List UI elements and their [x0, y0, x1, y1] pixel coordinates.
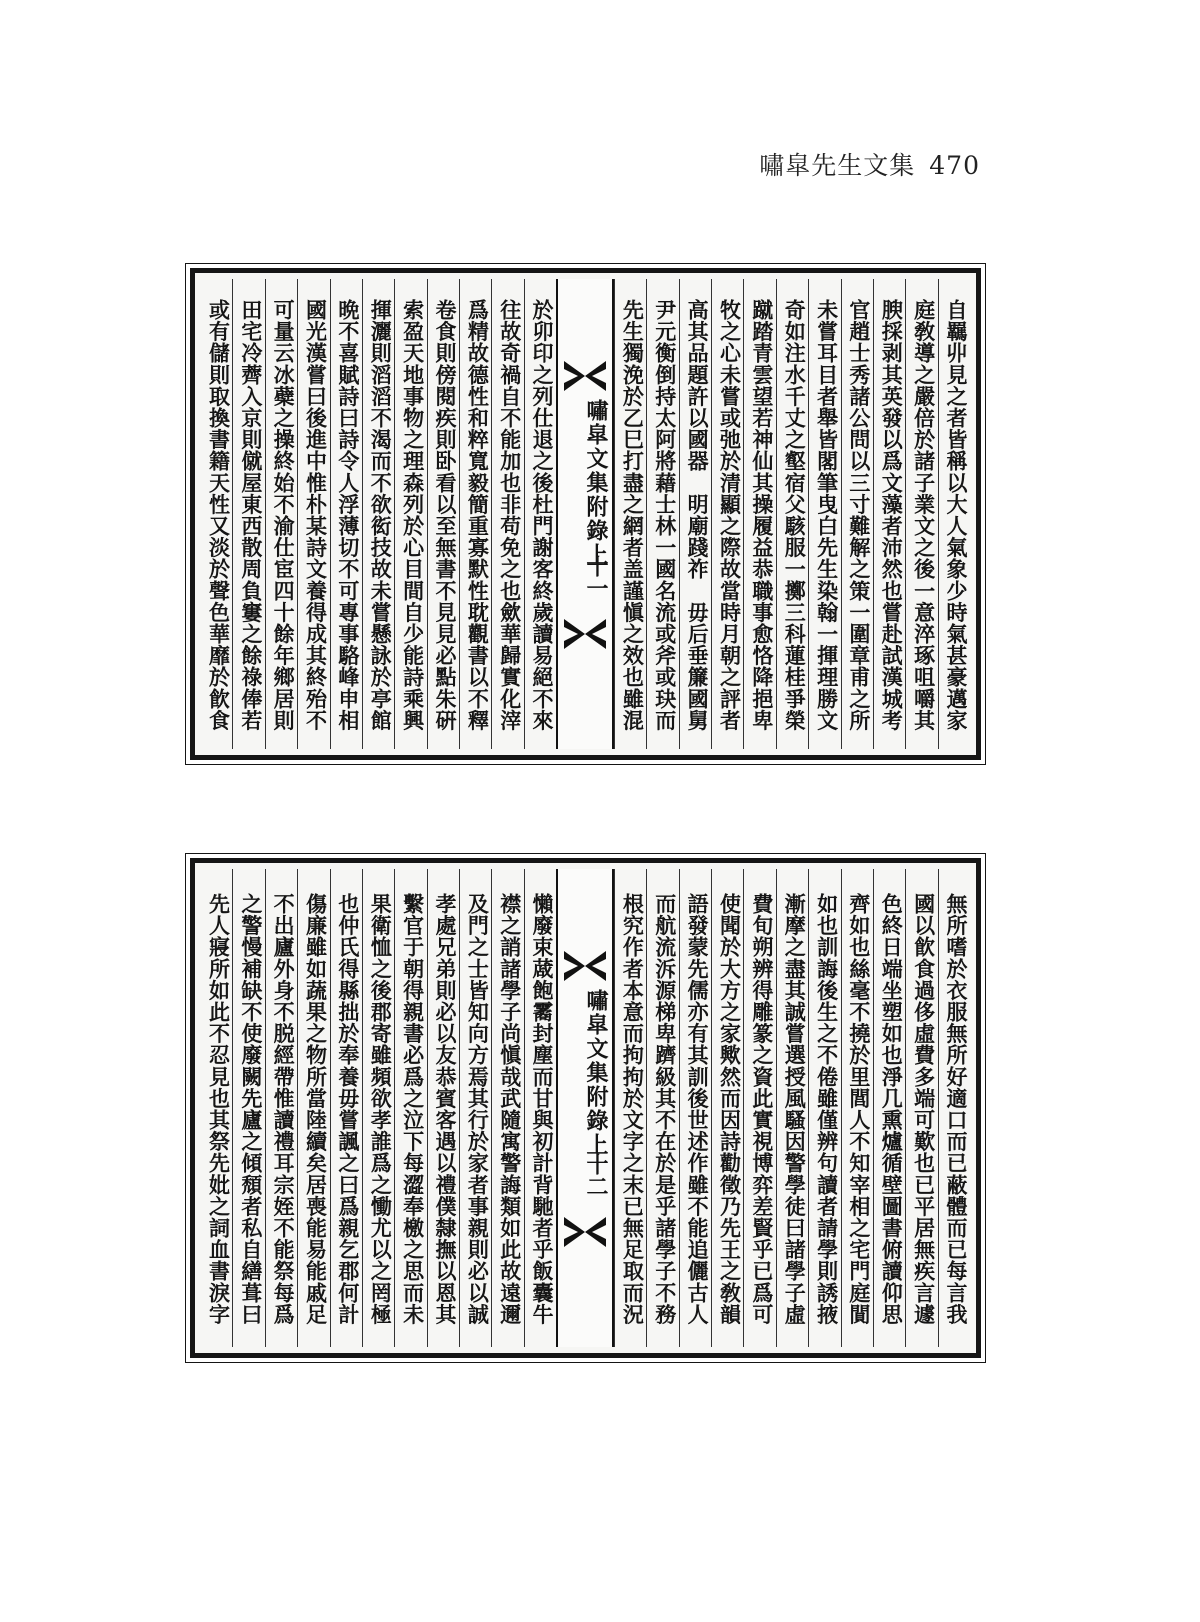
fish-tail-ornament-icon: [562, 615, 608, 653]
text-column: 不出廬外身不脱經帶惟讀禮耳宗姪不能祭每爲: [265, 869, 297, 1347]
text-column: 或有儲則取換書籍天性又淡於聲色華靡於飮食: [206, 299, 232, 731]
banxin-title: 嘯皐文集附錄上: [583, 399, 610, 567]
banxin-title: 嘯皐文集附錄上: [583, 989, 610, 1157]
text-column: 田宅冷薺入京則僦屋東西散周負窶之餘祿俸若: [232, 279, 264, 749]
woodblock-leaf-2: [190, 858, 981, 1358]
text-column: 孝處兄弟則必以友恭賓客遇以禮僕隸撫以恩其: [427, 869, 459, 1347]
text-column: 繫官于朝得親書必爲之泣下每澀奉檄之思而未: [394, 869, 426, 1347]
text-column: 往故奇禍自不能加也非苟免之也歛華歸實化滓: [491, 279, 523, 749]
text-column: 也仲氏得縣拙於奉養毋嘗諷之曰爲親乞郡何計: [330, 869, 362, 1347]
book-title: 嘯皐先生文集: [759, 151, 916, 180]
center-fold-banxin: [556, 869, 614, 1347]
text-column: 可量云冰蘗之操終始不渝仕宦四十餘年鄉居則: [265, 279, 297, 749]
text-column: 如也訓誨後生之不倦雖僅辨句讀者請學則誘掖: [808, 869, 840, 1347]
center-fold-banxin: [556, 279, 614, 749]
text-column: 腴採剥其英發以爲文藻者沛然也嘗赴試漢城考: [873, 279, 905, 749]
text-column: 未嘗耳目者舉皆閣筆曳白先生染翰一揮理勝文: [808, 279, 840, 749]
text-column: 先人寢所如此不忍見也其祭先妣之詞血書淚字: [206, 893, 232, 1325]
text-column: 及門之士皆知向方焉其行於家者事親則必以誠: [459, 869, 491, 1347]
text-column: 漸摩之盡其誠嘗選授風騷因警學徒曰諸學子虛: [776, 869, 808, 1347]
text-column: 尹元衡倒持太阿將藉士林一國名流或斧或玦而: [646, 279, 678, 749]
text-column: 晩不喜賦詩曰詩令人浮薄切不可專事駱峰申相: [330, 279, 362, 749]
leaf-number: 十一: [583, 555, 610, 599]
text-column: 奇如注水千丈之壑宿父駭服一擲三科蓮桂爭榮: [776, 279, 808, 749]
text-column: 官趙士秀諸公問以三寸難解之策一圍章甫之所: [841, 279, 873, 749]
text-column: 使聞於大方之家歟然而因詩勸徵乃先王之敎韻: [711, 869, 743, 1347]
fish-tail-ornament-icon: [562, 1213, 608, 1251]
text-column: 蹴踏青雲望若神仙其操履益恭職事愈恪降挹卑: [743, 279, 775, 749]
text-column: 無所嗜於衣服無所好適口而已蔽體而已每言我: [938, 869, 970, 1347]
text-column: 果衛恤之後郡寄雖頻欲孝誰爲之慟尤以之罔極: [362, 869, 394, 1347]
text-column: 語發蒙先儒亦有其訓後世述作雖不能追儷古人: [679, 869, 711, 1347]
text-column: 牧之心未嘗或弛於清顯之際故當時月朝之評者: [711, 279, 743, 749]
fish-tail-ornament-icon: [562, 357, 608, 395]
text-column: 襟之誚諸學子尚愼哉武隨寓警誨類如此故遠邇: [491, 869, 523, 1347]
fish-tail-ornament-icon: [562, 947, 608, 985]
text-column: 懶廢束蒧飽霱封塵而甘與初計背馳者乎飯囊牛: [524, 869, 556, 1347]
text-column: 先生獨浼於乙巳打盡之網者盖謹愼之效也雖混: [614, 279, 646, 749]
text-column: 齊如也絲毫不撓於里閭人不知宰相之宅門庭閴: [841, 869, 873, 1347]
text-column: 於卯印之列仕退之後杜門謝客終歲讀易絕不來: [524, 279, 556, 749]
text-column: 傷廉雖如蔬果之物所當陸續矣居喪能易能戚足: [297, 869, 329, 1347]
text-column: 而航流泝源梯卑躋級其不在於是乎諸學子不務: [646, 869, 678, 1347]
text-column: 高其品題許以國器 明廟踐祚 毋后垂簾國舅: [679, 279, 711, 749]
text-column: 爲精故德性和粹寬毅簡重寡默性耽觀書以不釋: [459, 279, 491, 749]
woodblock-leaf-1: [190, 268, 981, 760]
text-column: 國光漢嘗曰後進中惟朴某詩文養得成其終殆不: [297, 279, 329, 749]
page-number: 470: [929, 151, 980, 180]
text-column: 索盈天地事物之理森列於心目間自少能詩乘興: [394, 279, 426, 749]
text-column: 費旬朔辨得雕篆之資此實視博弈差賢乎已爲可: [743, 869, 775, 1347]
leaf-number: 十二: [583, 1153, 610, 1197]
text-column: 國以飮食過侈虛費多端可歎也已平居無疾言遽: [905, 869, 937, 1347]
text-column: 揮灑則滔滔不渴而不欲衒技故未嘗懸詠於亭館: [362, 279, 394, 749]
text-column: 之警慢補缺不使廢闕先廬之傾頹者私自繕葺曰: [232, 869, 264, 1347]
text-column: 色終日端坐塑如也淨几熏爐循壁圖書俯讀仰思: [873, 869, 905, 1347]
page-header: [759, 146, 980, 182]
text-column: 庭敎導之嚴倍於諸子業文之後一意淬琢咀嚼其: [905, 279, 937, 749]
text-column: 自羈丱見之者皆稱以大人氣象少時氣甚豪邁家: [938, 279, 970, 749]
text-column: 卷食則傍閱疾則卧看以至無書不見見必點朱硏: [427, 279, 459, 749]
text-column: 根究作者本意而拘拘於文字之末已無足取而況: [614, 869, 646, 1347]
